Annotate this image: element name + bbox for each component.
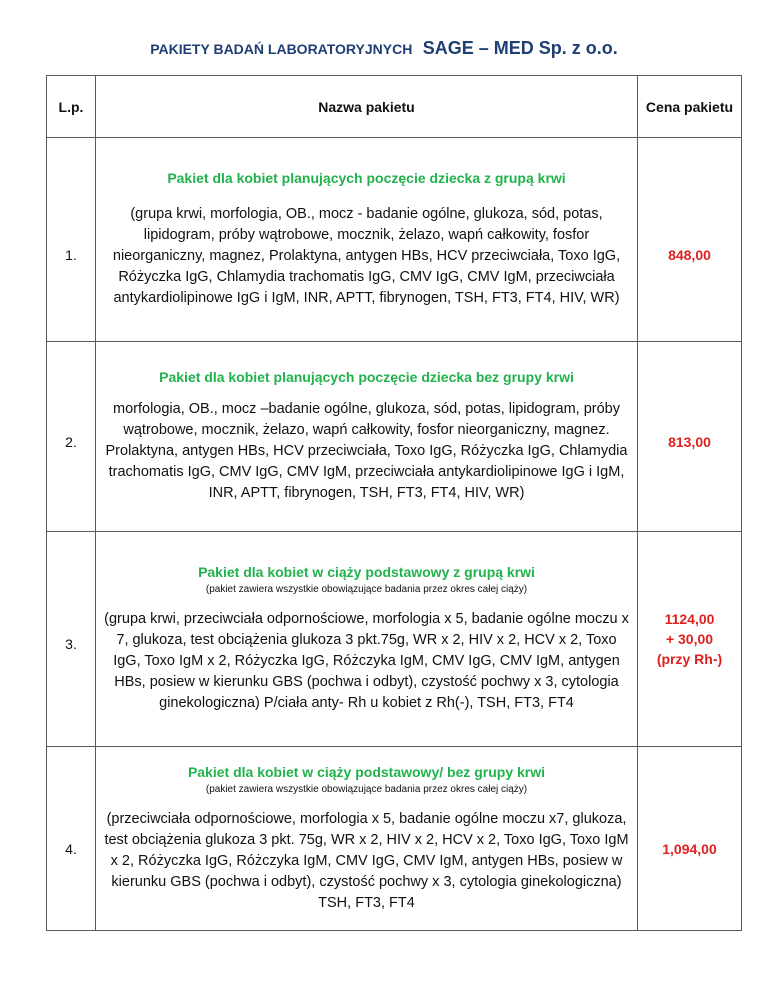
lp-number: 3. bbox=[65, 636, 77, 652]
table-row bbox=[47, 747, 742, 931]
package-price: 1,094,00 bbox=[662, 840, 717, 857]
package-description: (grupa krwi, morfologia, OB., mocz - badanie ogólne, glukoza, sód, potas, lipidogram, próby wątrobowe, mocznik, żelazo, wapń całkowity, fosfor nieorganiczny, magnez, Prolaktyna, antygen HBs, HCV przeciwciała, Toxo IgG, Różyczka IgG, Chlamydia trachomatis IgG, CMV IgG, CMV IgM, przeciwciała antykardiolipinowe IgG i IgM, INR, APTT, fibrynogen, TSH, FT3, FT4, HIV, WR) bbox=[112, 206, 621, 306]
lp-cell bbox=[47, 747, 96, 931]
page-title bbox=[0, 38, 768, 59]
package-name: Pakiet dla kobiet w ciąży podstawowy z grupą krwi bbox=[198, 564, 535, 580]
column-header-lp: L.p. bbox=[47, 76, 96, 138]
package-name: Pakiet dla kobiet w ciąży podstawowy/ bez grupy krwi bbox=[187, 763, 546, 780]
lp-cell bbox=[47, 342, 96, 532]
package-name: Pakiet dla kobiet planujących poczęcie dziecka bez grupy krwi bbox=[159, 369, 574, 385]
column-header-name: Nazwa pakietu bbox=[96, 76, 638, 138]
package-description: (przeciwciała odpornościowe, morfologia x 5, badanie ogólne moczu x7, glukoza, test obciążenia glukoza 3 pkt. 75g, WR x 2, HIV x 2, HCV x 2, Toxo IgG, Toxo IgM x 2, Różyczka IgG, Różczyka IgM, CMV IgG, CMV IgM, antygen HBs, posiew w kierunku GBS (pochwa i odbyt), czystość pochwy x 3, cytologia ginekologiczna) TSH, FT3, FT4 bbox=[104, 810, 629, 911]
table-row bbox=[47, 138, 742, 342]
package-price: 848,00 bbox=[668, 246, 711, 263]
lp-cell bbox=[47, 138, 96, 342]
table-row bbox=[47, 342, 742, 532]
package-note: (pakiet zawiera wszystkie obowiązujące badania przez okres całej ciąży) bbox=[205, 584, 528, 595]
package-note: (pakiet zawiera wszystkie obowiązujące badania przez okres całej ciąży) bbox=[205, 783, 528, 795]
package-description: morfologia, OB., mocz –badanie ogólne, glukoza, sód, potas, lipidogram, próby wątrobowe, mocznik, żelazo, wapń całkowity, fosfor nieorganiczny, magnez. Prolaktyna, antygen HBs, HCV przeciwciała, Toxo IgG, Różyczka IgG, Chlamydia trachomatis IgG, CMV IgG, CMV IgM, przeciwciała antykardiolipinowe IgG i IgM, INR, APTT, fibrynogen, TSH, FT3, FT4, HIV, WR) bbox=[105, 401, 628, 501]
lp-number: 2. bbox=[65, 433, 77, 450]
package-price-surcharge: + 30,00 bbox=[665, 631, 714, 647]
package-price-condition: (przy Rh-) bbox=[656, 651, 723, 667]
package-price: 1124,00 bbox=[664, 611, 715, 627]
package-name: Pakiet dla kobiet planujących poczęcie dziecka z grupą krwi bbox=[167, 170, 566, 186]
title-company: SAGE – MED Sp. z o.o. bbox=[422, 38, 618, 58]
table-row bbox=[47, 532, 742, 747]
packages-table bbox=[46, 75, 742, 931]
lp-number: 4. bbox=[65, 840, 77, 857]
price-cell bbox=[638, 747, 742, 931]
package-cell bbox=[96, 138, 638, 342]
column-header-price: Cena pakietu bbox=[638, 76, 742, 138]
package-cell bbox=[96, 532, 638, 747]
lp-number: 1. bbox=[65, 246, 77, 263]
title-part1: PAKIETY BADAŃ LABORATORYJNYCH bbox=[150, 41, 413, 57]
price-cell bbox=[638, 138, 742, 342]
price-cell bbox=[638, 532, 742, 747]
package-cell bbox=[96, 342, 638, 532]
package-price: 813,00 bbox=[668, 433, 711, 450]
package-cell bbox=[96, 747, 638, 931]
package-description: (grupa krwi, przeciwciała odpornościowe, morfologia x 5, badanie ogólne moczu x 7, glukoza, test obciążenia glukoza 3 pkt.75g, WR x 2, HIV x 2, HCV x 2, Toxo IgG, Toxo IgM x 2, Różyczka IgG, Różczyka IgM, CMV IgG, CMV IgM, antygen HBs, posiew w kierunku GBS (pochwa i odbyt), czystość pochwy x 3, cytologia ginekologiczna) P/ciała anty- Rh u kobiet z Rh(-), TSH, FT3, FT4 bbox=[104, 611, 629, 711]
price-cell bbox=[638, 342, 742, 532]
lp-cell bbox=[47, 532, 96, 747]
table-header-row bbox=[47, 76, 742, 138]
